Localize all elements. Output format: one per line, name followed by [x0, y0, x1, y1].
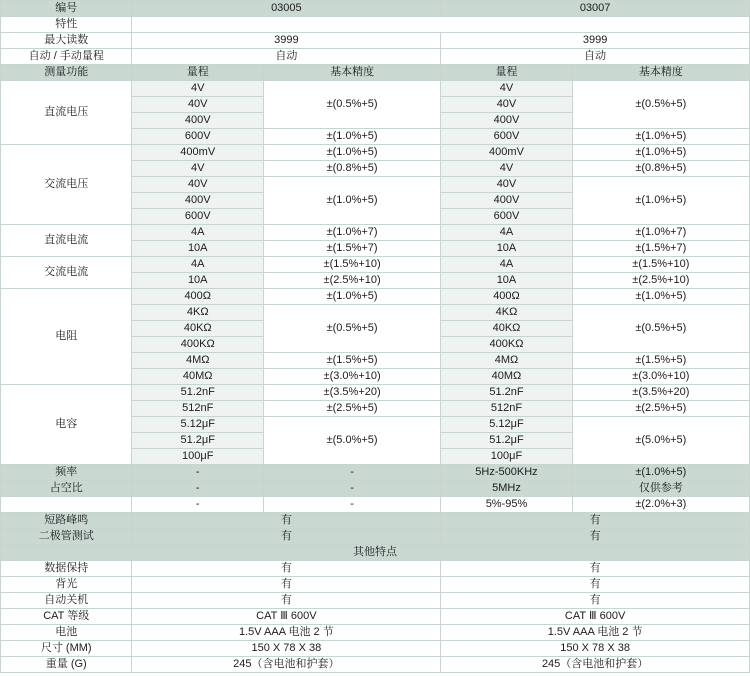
range-value-1: 4KΩ: [132, 305, 263, 321]
range-value-2: 5.12μF: [441, 417, 572, 433]
value-1: 有: [132, 561, 441, 577]
table-row: [1, 577, 750, 593]
row-label: [1, 497, 132, 513]
table-row: [1, 465, 750, 481]
row-label: 短路峰鸣: [1, 513, 132, 529]
header-label-model: 编号: [1, 1, 132, 17]
range-value-1: 10A: [132, 273, 263, 289]
section-label: 电容: [1, 385, 132, 465]
range-value-2: 40MΩ: [441, 369, 572, 385]
accuracy-value-2: ±(1.0%+5): [572, 289, 749, 305]
accuracy-value-1: ±(0.5%+5): [263, 81, 440, 129]
value-range-1: -: [132, 465, 263, 481]
table-row: [1, 545, 750, 561]
ranging-1: 自动: [132, 49, 441, 65]
range-value-2: 400mV: [441, 145, 572, 161]
range-value-2: 40KΩ: [441, 321, 572, 337]
accuracy-value-2: ±(1.0%+5): [572, 129, 749, 145]
table-row: [1, 657, 750, 673]
range-value-2: 4V: [441, 81, 572, 97]
range-value-2: 51.2μF: [441, 433, 572, 449]
max-reading-1: 3999: [132, 33, 441, 49]
range-value-2: 40V: [441, 97, 572, 113]
table-row: [1, 17, 750, 33]
accuracy-value-2: ±(1.5%+10): [572, 257, 749, 273]
col-header-accuracy-1: 基本精度: [263, 65, 440, 81]
table-row: [1, 481, 750, 497]
range-value-1: 40V: [132, 97, 263, 113]
row-label-features: 特性: [1, 17, 132, 33]
accuracy-value-1: ±(1.5%+5): [263, 353, 440, 369]
value-accuracy-1: -: [263, 465, 440, 481]
range-value-2: 4V: [441, 161, 572, 177]
accuracy-value-1: ±(2.5%+10): [263, 273, 440, 289]
value-1: 1.5V AAA 电池 2 节: [132, 625, 441, 641]
range-value-1: 4V: [132, 81, 263, 97]
accuracy-value-1: ±(1.0%+5): [263, 145, 440, 161]
header-model-1: 03005: [132, 1, 441, 17]
range-value-1: 40KΩ: [132, 321, 263, 337]
range-value-1: 4A: [132, 257, 263, 273]
range-value-2: 600V: [441, 129, 572, 145]
features-blank: [132, 17, 750, 33]
table-row: [1, 385, 750, 401]
accuracy-value-1: ±(1.5%+7): [263, 241, 440, 257]
section-header-other: 其他特点: [1, 545, 750, 561]
value-2: 有: [441, 593, 750, 609]
section-label: 交流电流: [1, 257, 132, 289]
value-1: 有: [132, 513, 441, 529]
table-row: [1, 225, 750, 241]
accuracy-value-2: ±(5.0%+5): [572, 417, 749, 465]
value-2: 有: [441, 561, 750, 577]
table-row: [1, 641, 750, 657]
range-value-2: 600V: [441, 209, 572, 225]
range-value-1: 400KΩ: [132, 337, 263, 353]
table-row: [1, 49, 750, 65]
accuracy-value-1: ±(1.0%+5): [263, 129, 440, 145]
col-header-accuracy-2: 基本精度: [572, 65, 749, 81]
range-value-1: 4A: [132, 225, 263, 241]
max-reading-2: 3999: [441, 33, 750, 49]
range-value-2: 100μF: [441, 449, 572, 465]
value-accuracy-1: -: [263, 481, 440, 497]
value-2: 150 X 78 X 38: [441, 641, 750, 657]
value-1: 有: [132, 593, 441, 609]
accuracy-value-1: ±(2.5%+5): [263, 401, 440, 417]
accuracy-value-2: ±(0.5%+5): [572, 81, 749, 129]
row-label: 重量 (G): [1, 657, 132, 673]
section-label: 电阻: [1, 289, 132, 385]
range-value-2: 512nF: [441, 401, 572, 417]
value-2: CAT Ⅲ 600V: [441, 609, 750, 625]
value-accuracy-2: ±(1.0%+5): [572, 465, 749, 481]
value-range-2: 5MHz: [441, 481, 572, 497]
value-range-1: -: [132, 497, 263, 513]
value-accuracy-2: 仅供参考: [572, 481, 749, 497]
accuracy-value-1: ±(3.5%+20): [263, 385, 440, 401]
range-value-1: 400Ω: [132, 289, 263, 305]
range-value-1: 400V: [132, 113, 263, 129]
value-accuracy-2: ±(2.0%+3): [572, 497, 749, 513]
row-label: 尺寸 (MM): [1, 641, 132, 657]
range-value-1: 400mV: [132, 145, 263, 161]
range-value-2: 400V: [441, 193, 572, 209]
row-label-ranging: 自动 / 手动量程: [1, 49, 132, 65]
value-range-1: -: [132, 481, 263, 497]
value-1: 有: [132, 529, 441, 545]
accuracy-value-1: ±(0.8%+5): [263, 161, 440, 177]
accuracy-value-2: ±(0.8%+5): [572, 161, 749, 177]
value-2: 有: [441, 513, 750, 529]
accuracy-value-1: ±(3.0%+10): [263, 369, 440, 385]
value-1: CAT Ⅲ 600V: [132, 609, 441, 625]
accuracy-value-2: ±(0.5%+5): [572, 305, 749, 353]
value-accuracy-1: -: [263, 497, 440, 513]
header-model-2: 03007: [441, 1, 750, 17]
value-1: 245（含电池和护套）: [132, 657, 441, 673]
table-row: [1, 289, 750, 305]
accuracy-value-1: ±(1.0%+5): [263, 289, 440, 305]
range-value-1: 51.2nF: [132, 385, 263, 401]
value-2: 245（含电池和护套）: [441, 657, 750, 673]
range-value-2: 4KΩ: [441, 305, 572, 321]
section-label: 交流电压: [1, 145, 132, 225]
range-value-1: 100μF: [132, 449, 263, 465]
row-label-measure-function: 测量功能: [1, 65, 132, 81]
range-value-1: 51.2μF: [132, 433, 263, 449]
row-label: 自动关机: [1, 593, 132, 609]
range-value-1: 4V: [132, 161, 263, 177]
col-header-range-1: 量程: [132, 65, 263, 81]
table-row: [1, 65, 750, 81]
section-label: 直流电压: [1, 81, 132, 145]
section-label: 直流电流: [1, 225, 132, 257]
range-value-2: 4A: [441, 257, 572, 273]
table-row: [1, 257, 750, 273]
accuracy-value-2: ±(2.5%+10): [572, 273, 749, 289]
table-row: [1, 145, 750, 161]
table-row: [1, 529, 750, 545]
row-label: 背光: [1, 577, 132, 593]
accuracy-value-2: ±(3.5%+20): [572, 385, 749, 401]
accuracy-value-2: ±(1.5%+5): [572, 353, 749, 369]
range-value-2: 51.2nF: [441, 385, 572, 401]
range-value-2: 10A: [441, 273, 572, 289]
table-row: [1, 1, 750, 17]
row-label: 二极管测试: [1, 529, 132, 545]
range-value-2: 10A: [441, 241, 572, 257]
range-value-1: 10A: [132, 241, 263, 257]
accuracy-value-2: ±(1.0%+5): [572, 177, 749, 225]
row-label: 占空比: [1, 481, 132, 497]
table-row: [1, 33, 750, 49]
accuracy-value-1: ±(1.0%+7): [263, 225, 440, 241]
value-range-2: 5Hz-500KHz: [441, 465, 572, 481]
range-value-1: 600V: [132, 129, 263, 145]
accuracy-value-2: ±(1.5%+7): [572, 241, 749, 257]
table-row: [1, 609, 750, 625]
row-label-max-reading: 最大读数: [1, 33, 132, 49]
table-row: [1, 81, 750, 97]
value-2: 有: [441, 577, 750, 593]
value-range-2: 5%-95%: [441, 497, 572, 513]
table-row: [1, 513, 750, 529]
range-value-2: 40V: [441, 177, 572, 193]
row-label: 频率: [1, 465, 132, 481]
table-row: [1, 497, 750, 513]
range-value-2: 4MΩ: [441, 353, 572, 369]
table-row: [1, 625, 750, 641]
range-value-1: 512nF: [132, 401, 263, 417]
accuracy-value-2: ±(3.0%+10): [572, 369, 749, 385]
accuracy-value-1: ±(1.5%+10): [263, 257, 440, 273]
accuracy-value-2: ±(2.5%+5): [572, 401, 749, 417]
range-value-2: 400KΩ: [441, 337, 572, 353]
table-row: [1, 593, 750, 609]
value-1: 有: [132, 577, 441, 593]
range-value-1: 40V: [132, 177, 263, 193]
accuracy-value-2: ±(1.0%+7): [572, 225, 749, 241]
range-value-2: 400Ω: [441, 289, 572, 305]
range-value-1: 4MΩ: [132, 353, 263, 369]
range-value-1: 40MΩ: [132, 369, 263, 385]
accuracy-value-2: ±(1.0%+5): [572, 145, 749, 161]
range-value-2: 4A: [441, 225, 572, 241]
accuracy-value-1: ±(1.0%+5): [263, 177, 440, 225]
range-value-2: 400V: [441, 113, 572, 129]
range-value-1: 600V: [132, 209, 263, 225]
range-value-1: 400V: [132, 193, 263, 209]
row-label: 电池: [1, 625, 132, 641]
row-label: CAT 等级: [1, 609, 132, 625]
value-2: 有: [441, 529, 750, 545]
table-body: [1, 1, 750, 673]
ranging-2: 自动: [441, 49, 750, 65]
value-2: 1.5V AAA 电池 2 节: [441, 625, 750, 641]
accuracy-value-1: ±(5.0%+5): [263, 417, 440, 465]
value-1: 150 X 78 X 38: [132, 641, 441, 657]
accuracy-value-1: ±(0.5%+5): [263, 305, 440, 353]
range-value-1: 5.12μF: [132, 417, 263, 433]
col-header-range-2: 量程: [441, 65, 572, 81]
row-label: 数据保持: [1, 561, 132, 577]
table-row: [1, 561, 750, 577]
